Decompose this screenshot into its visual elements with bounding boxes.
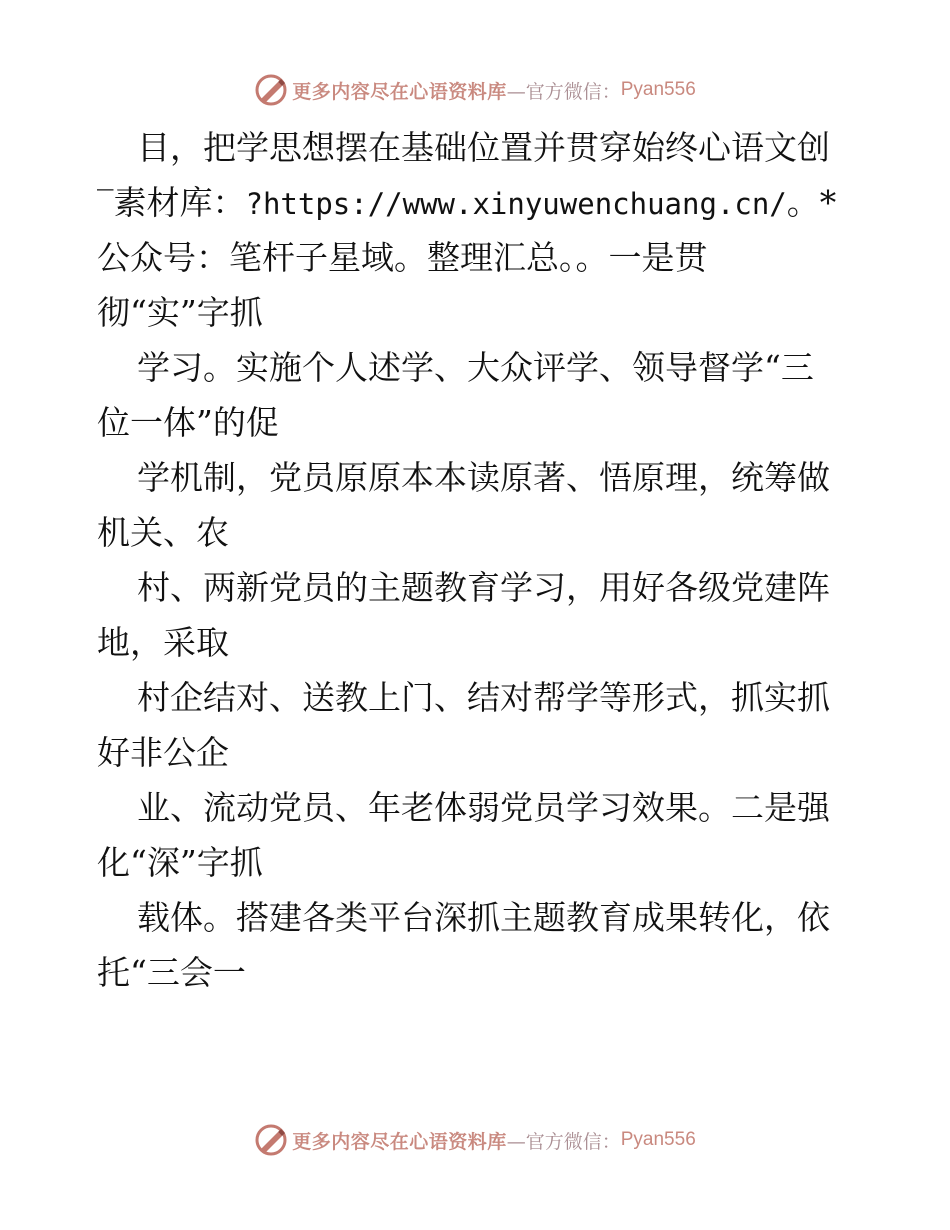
header-banner-text: 更多内容尽在心语资料库 xyxy=(292,80,507,103)
body-line: 机关、农 xyxy=(97,513,229,552)
document-body xyxy=(97,120,857,1000)
source-url: ?https://www.xinyuwenchuang.cn/ xyxy=(245,187,787,221)
body-line: 地，采取 xyxy=(97,623,229,662)
footer-banner-text: 更多内容尽在心语资料库 xyxy=(292,1130,507,1153)
body-line: 位一体”的促 xyxy=(97,403,279,442)
footer-contact-id: Pyan556 xyxy=(620,1129,696,1150)
body-line-text: ‾素材库： xyxy=(97,183,246,222)
header-contact-label: —官方微信： xyxy=(506,80,621,103)
body-line: 学机制，党员原原本本读原著、悟原理，统筹做 xyxy=(137,458,830,497)
body-line: 村企结对、送教上门、结对帮学等形式，抓实抓 xyxy=(137,678,830,717)
body-line: 目，把学思想摆在基础位置并贯穿始终心语文创 xyxy=(137,128,830,167)
body-line: 村、两新党员的主题教育学习，用好各级党建阵 xyxy=(137,568,830,607)
body-line: 公众号：笔杆子星域。整理汇总。。一是贯 xyxy=(97,238,708,277)
body-line: 业、流动党员、年老体弱党员学习效果。二是强 xyxy=(137,788,830,827)
pen-logo-icon xyxy=(254,1123,288,1157)
header-banner xyxy=(0,70,950,110)
footer-banner xyxy=(0,1120,950,1160)
body-line: 化“深”字抓 xyxy=(97,843,263,882)
body-line: 好非公企 xyxy=(97,733,229,772)
footer-contact-label: —官方微信： xyxy=(506,1130,621,1153)
pen-logo-icon xyxy=(254,73,288,107)
body-line: 学习。实施个人述学、大众评学、领导督学“三 xyxy=(137,348,814,387)
body-line: 彻“实”字抓 xyxy=(97,293,263,332)
body-line xyxy=(97,175,857,230)
body-line-text: 。* xyxy=(786,183,837,222)
body-line: 载体。搭建各类平台深抓主题教育成果转化，依 xyxy=(137,898,830,937)
header-contact-id: Pyan556 xyxy=(620,79,696,100)
body-line: 托“三会一 xyxy=(97,953,246,992)
